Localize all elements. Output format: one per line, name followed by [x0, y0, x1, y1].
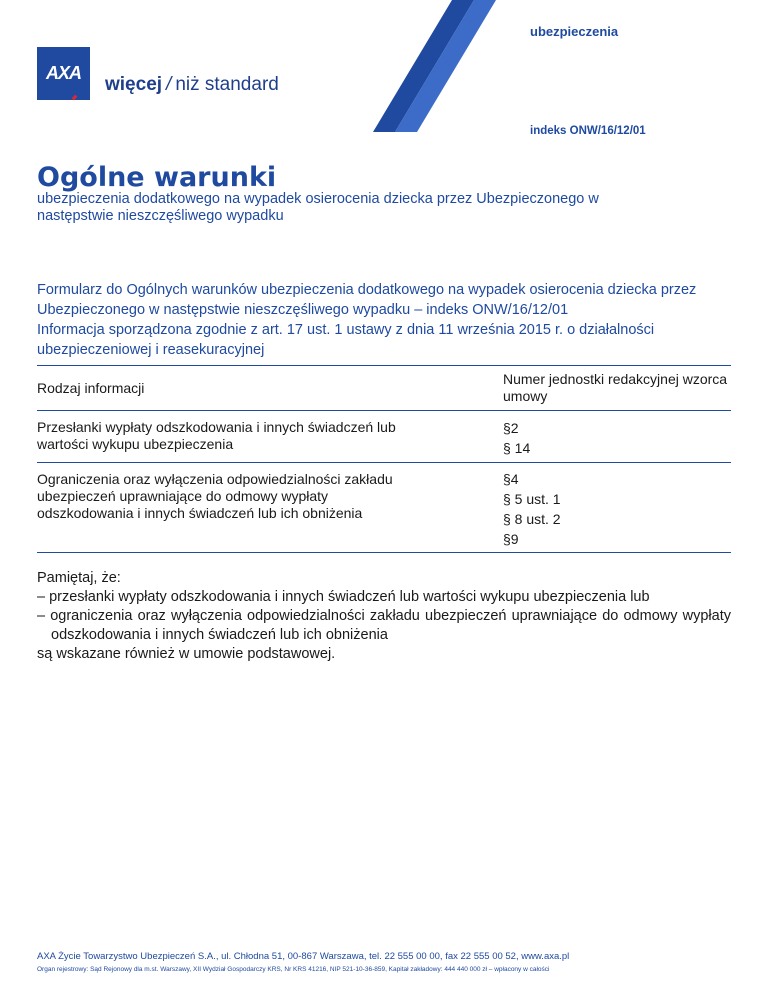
notice-block [37, 569, 731, 664]
axa-logo-text: AXA [45, 63, 81, 83]
intro-block [37, 280, 737, 360]
table-rule [37, 462, 731, 463]
tagline-rest: niż standard [175, 74, 279, 95]
document-index: indeks ONW/16/12/01 [530, 125, 646, 137]
table-row-2-refs [503, 469, 733, 549]
notice-item: – przesłanki wypłaty odszkodowania i innych świadczeń lub wartości wykupu ubezpieczenia lub [37, 589, 650, 605]
ref-item: § 8 ust. 2 [503, 511, 561, 527]
ref-item: § 5 ust. 1 [503, 491, 561, 507]
intro-form-reference: Formularz do Ogólnych warunków ubezpieczenia dodatkowego na wypadek osierocenia dziecka przez Ubezpieczonego w następstwie nieszczęśliwego wypadku – indeks ONW/16/12/01 [37, 282, 697, 318]
tagline-bold: więcej [105, 74, 163, 95]
notice-lead: Pamiętaj, że: [37, 570, 121, 586]
page-title: Ogólne warunki [37, 162, 277, 193]
ref-item: §2 [503, 420, 519, 436]
ref-item: §4 [503, 471, 519, 487]
axa-logo [37, 47, 90, 100]
table-header-info: Rodzaj informacji [37, 380, 145, 396]
table-row-1-info: Przesłanki wypłaty odszkodowania i innych świadczeń lub wartości wykupu ubezpieczenia [37, 419, 396, 452]
diagonal-band-decoration [0, 0, 768, 140]
tagline-slash: / [166, 74, 172, 95]
footer-registry-info: Organ rejestrowy: Sąd Rejonowy dla m.st. Warszawy, XII Wydział Gospodarczy KRS, Nr KRS 41216, NIP 521-10-36-859, Kapitał zakładowy: 444 440 000 zł – wpłacony w całości [37, 966, 550, 973]
page-subtitle: ubezpieczenia dodatkowego na wypadek osierocenia dziecka przez Ubezpieczonego w następstwie nieszczęśliwego wypadku [37, 191, 599, 224]
table-row-1-refs [503, 418, 733, 458]
header-category: ubezpieczenia [530, 24, 619, 39]
table-rule [37, 410, 731, 411]
notice-closing: są wskazane również w umowie podstawowej. [37, 646, 336, 662]
table-rule-bottom [37, 552, 731, 553]
ref-item: § 14 [503, 440, 531, 456]
footer-company-info: AXA Życie Towarzystwo Ubezpieczeń S.A., ul. Chłodna 51, 00-867 Warszawa, tel. 22 555 00 00, fax 22 555 00 52, www.axa.pl [37, 951, 570, 962]
table-header-unit: Numer jednostki redakcyjnej wzorca umowy [503, 371, 728, 404]
ref-item: §9 [503, 531, 519, 547]
brand-tagline [105, 74, 279, 96]
table-row-2-info: Ograniczenia oraz wyłączenia odpowiedzialności zakładu ubezpieczeń uprawniające do odmowy wypłaty odszkodowania i innych świadczeń lub ich obniżenia [37, 471, 393, 521]
intro-legal-basis: Informacja sporządzona zgodnie z art. 17 ust. 1 ustawy z dnia 11 września 2015 r. o działalności ubezpieczeniowej i reasekuracyjnej [37, 322, 655, 358]
notice-item: – ograniczenia oraz wyłączenia odpowiedzialności zakładu ubezpieczeń uprawniające do odmowy wypłaty odszkodowania i innych świadczeń lub ich obniżenia [37, 608, 731, 643]
table-rule-top [37, 365, 731, 366]
logo-red-stroke [72, 95, 78, 101]
